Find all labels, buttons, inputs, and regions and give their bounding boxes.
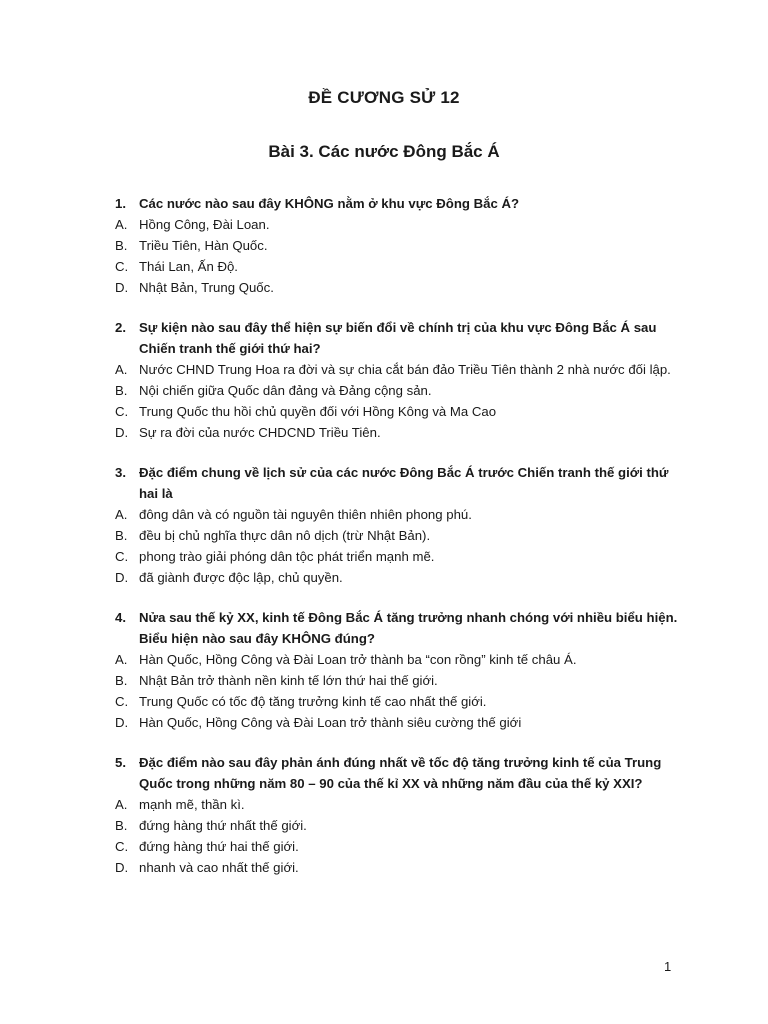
option-letter: C. (115, 259, 129, 274)
answer-option-d (115, 712, 685, 733)
answer-option-d (115, 422, 685, 443)
question-4 (115, 607, 685, 733)
answer-option-c (115, 256, 685, 277)
answer-option-c (115, 546, 685, 567)
option-text: Hồng Công, Đài Loan. (139, 217, 270, 232)
option-letter: A. (115, 797, 128, 812)
answer-option-c (115, 401, 685, 422)
answer-option-d (115, 567, 685, 588)
option-text: Hàn Quốc, Hồng Công và Đài Loan trở thành siêu cường thế giới (139, 715, 522, 730)
option-text: phong trào giải phóng dân tộc phát triển mạnh mẽ. (139, 549, 435, 564)
question-list (115, 193, 685, 897)
question-number: 3. (115, 465, 126, 480)
question-stem (115, 462, 685, 504)
option-letter: A. (115, 507, 128, 522)
answer-option-a (115, 359, 685, 380)
option-letter: B. (115, 528, 128, 543)
question-number: 4. (115, 610, 126, 625)
question-text: Đặc điểm nào sau đây phản ánh đúng nhất về tốc độ tăng trưởng kinh tế của Trung Quốc trong những năm 80 – 90 của thế kỉ XX và những năm đầu của thế kỷ XXI? (139, 755, 662, 791)
option-letter: C. (115, 839, 129, 854)
lesson-title: Bài 3. Các nước Đông Bắc Á (268, 142, 500, 161)
option-letter: C. (115, 549, 129, 564)
answer-option-a (115, 504, 685, 525)
answer-option-b (115, 380, 685, 401)
option-text: Triều Tiên, Hàn Quốc. (139, 238, 268, 253)
question-text: Sự kiện nào sau đây thể hiện sự biến đổi về chính trị của khu vực Đông Bắc Á sau Chiến tranh thế giới thứ hai? (139, 320, 657, 356)
option-text: mạnh mẽ, thần kì. (139, 797, 245, 812)
option-text: Trung Quốc có tốc độ tăng trưởng kinh tế cao nhất thế giới. (139, 694, 487, 709)
question-stem (115, 607, 685, 649)
answer-option-a (115, 214, 685, 235)
option-letter: B. (115, 383, 128, 398)
option-letter: D. (115, 425, 129, 440)
question-1 (115, 193, 685, 298)
question-text: Nửa sau thế kỷ XX, kinh tế Đông Bắc Á tăng trưởng nhanh chóng với nhiều biểu hiện. Biểu hiện nào sau đây KHÔNG đúng? (139, 610, 678, 646)
option-letter: D. (115, 570, 129, 585)
question-number: 2. (115, 320, 126, 335)
option-letter: B. (115, 818, 128, 833)
option-letter: D. (115, 280, 129, 295)
option-text: Nhật Bản trở thành nền kinh tế lớn thứ hai thế giới. (139, 673, 438, 688)
option-text: Nội chiến giữa Quốc dân đảng và Đảng cộng sản. (139, 383, 432, 398)
question-number: 1. (115, 196, 126, 211)
option-letter: D. (115, 860, 129, 875)
question-stem (115, 193, 685, 214)
option-letter: A. (115, 217, 128, 232)
option-text: đứng hàng thứ hai thế giới. (139, 839, 299, 854)
option-text: nhanh và cao nhất thế giới. (139, 860, 299, 875)
option-text: đông dân và có nguồn tài nguyên thiên nhiên phong phú. (139, 507, 472, 522)
question-text: Các nước nào sau đây KHÔNG nằm ở khu vực Đông Bắc Á? (139, 196, 520, 211)
option-text: đều bị chủ nghĩa thực dân nô dịch (trừ Nhật Bản). (139, 528, 431, 543)
question-5 (115, 752, 685, 878)
option-letter: C. (115, 404, 129, 419)
option-text: Trung Quốc thu hồi chủ quyền đối với Hồng Kông và Ma Cao (139, 404, 497, 419)
answer-option-b (115, 670, 685, 691)
answer-option-b (115, 235, 685, 256)
option-text: Hàn Quốc, Hồng Công và Đài Loan trở thành ba “con rồng” kinh tế châu Á. (139, 652, 577, 667)
option-letter: A. (115, 362, 128, 377)
answer-option-a (115, 794, 685, 815)
option-letter: B. (115, 673, 128, 688)
answer-option-b (115, 525, 685, 546)
option-letter: C. (115, 694, 129, 709)
question-stem (115, 317, 685, 359)
answer-option-d (115, 857, 685, 878)
question-3 (115, 462, 685, 588)
option-text: Sự ra đời của nước CHDCND Triều Tiên. (139, 425, 381, 440)
answer-option-d (115, 277, 685, 298)
option-letter: A. (115, 652, 128, 667)
answer-option-c (115, 691, 685, 712)
option-text: đứng hàng thứ nhất thế giới. (139, 818, 307, 833)
question-text: Đặc điểm chung về lịch sử của các nước Đông Bắc Á trước Chiến tranh thế giới thứ hai là (139, 465, 669, 501)
question-stem (115, 752, 685, 794)
option-letter: B. (115, 238, 128, 253)
answer-option-b (115, 815, 685, 836)
option-letter: D. (115, 715, 129, 730)
answer-option-c (115, 836, 685, 857)
question-2 (115, 317, 685, 443)
page-number: 1 (664, 959, 672, 974)
option-text: Thái Lan, Ấn Độ. (139, 259, 238, 274)
answer-option-a (115, 649, 685, 670)
option-text: đã giành được độc lập, chủ quyền. (139, 570, 343, 585)
question-number: 5. (115, 755, 126, 770)
option-text: Nước CHND Trung Hoa ra đời và sự chia cắt bán đảo Triều Tiên thành 2 nhà nước đối lập. (139, 362, 671, 377)
document-title: ĐỀ CƯƠNG SỬ 12 (308, 88, 460, 107)
option-text: Nhật Bản, Trung Quốc. (139, 280, 274, 295)
